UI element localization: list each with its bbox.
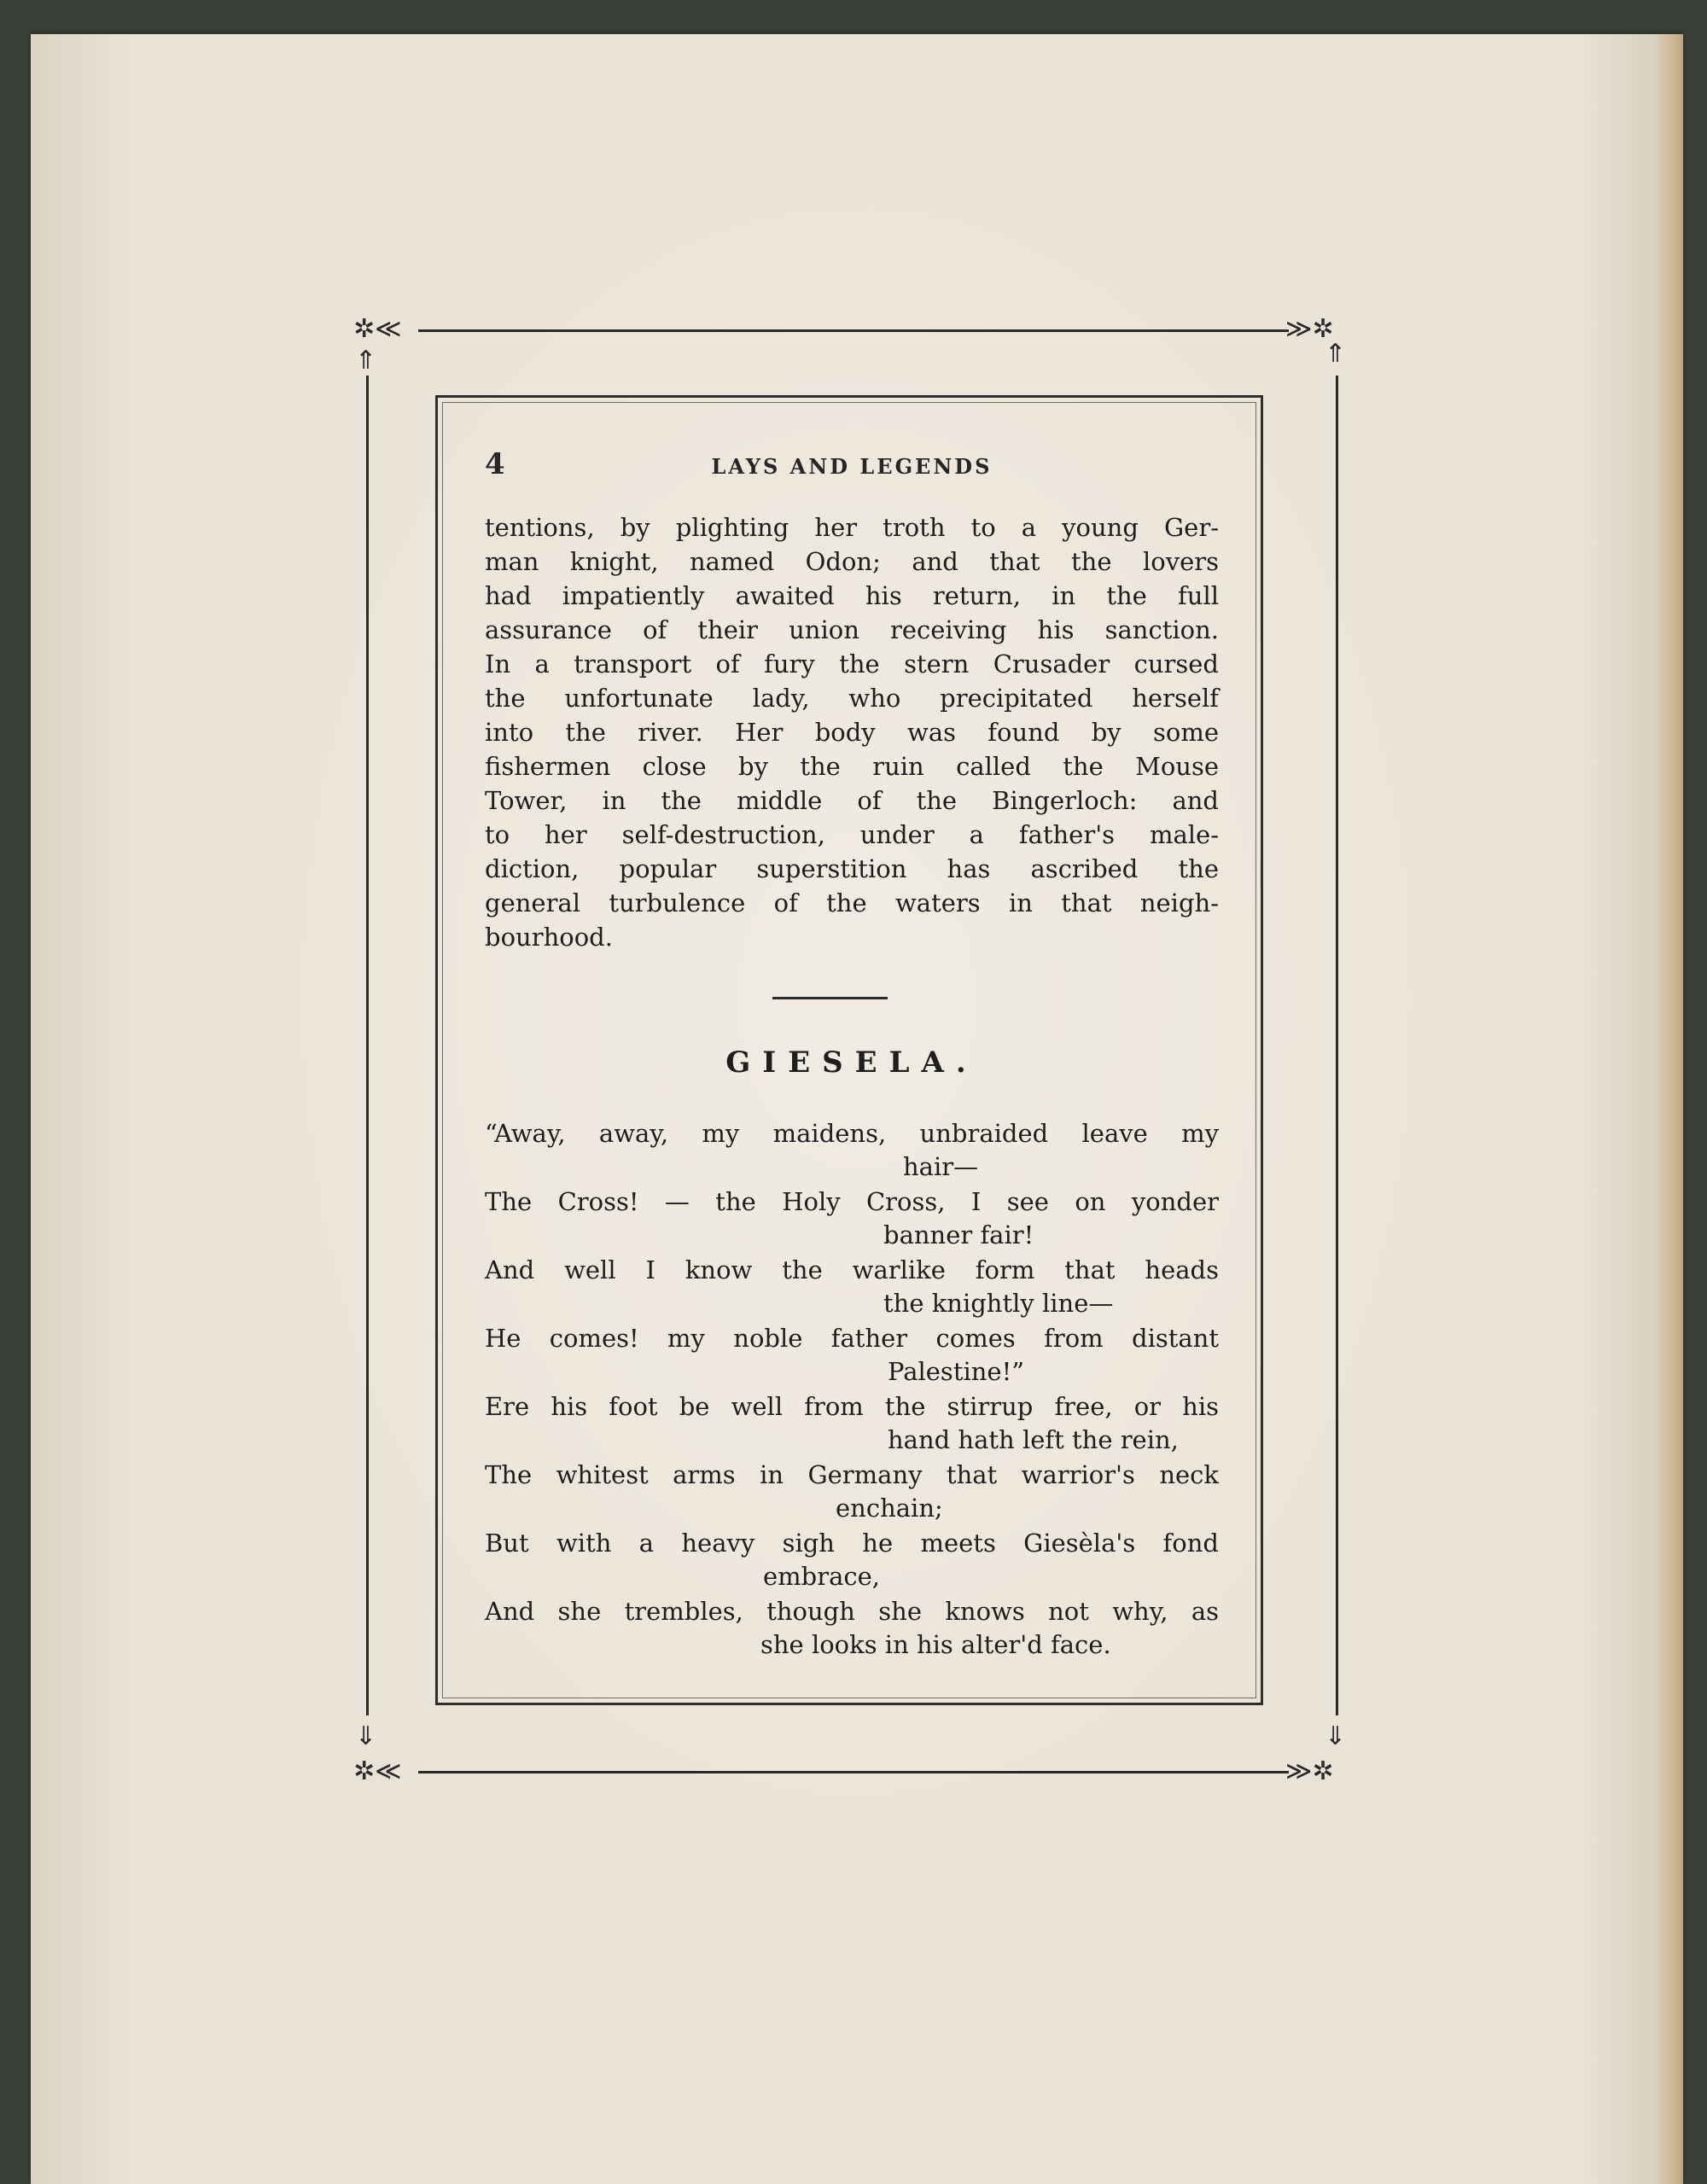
ornament-arrow-down-left-icon: ⇓ <box>355 1721 377 1751</box>
poem-line-first: But with a heavy sigh he meets Giesèla's fond <box>485 1529 1219 1558</box>
poem-line-turnover: enchain; <box>836 1494 943 1523</box>
poem-line <box>485 1253 1219 1321</box>
prose-line: In a transport of fury the stern Crusader cursed <box>485 649 1219 678</box>
poem-line-turnover: hand hath left the rein, <box>888 1425 1179 1454</box>
running-head <box>485 447 1219 485</box>
ornament-corner-bottom-left-icon: ✲≪ <box>353 1756 402 1786</box>
ornament-corner-bottom-right-icon: ≫✲ <box>1285 1756 1334 1786</box>
poem-line-turnover: she looks in his alter'd face. <box>760 1630 1111 1659</box>
poem-line-turnover: embrace, <box>763 1562 880 1591</box>
poem-line <box>485 1594 1219 1663</box>
prose-line: into the river. Her body was found by some <box>485 718 1219 747</box>
poem-line <box>485 1116 1219 1185</box>
poem <box>485 1116 1219 1663</box>
poem-line-turnover: Palestine!” <box>888 1357 1025 1386</box>
prose-paragraph <box>485 510 1219 954</box>
poem-line-first: And she trembles, though she knows not why, as <box>485 1597 1219 1626</box>
prose-line: had impatiently awaited his return, in the full <box>485 581 1219 610</box>
ornament-corner-top-right-icon: ≫✲ <box>1285 314 1334 344</box>
prose-line: bourhood. <box>485 923 613 952</box>
prose-line: diction, popular superstition has ascribed the <box>485 854 1219 883</box>
ornament-bottom-rule <box>418 1771 1289 1773</box>
prose-line: Tower, in the middle of the Bingerloch: and <box>485 786 1219 815</box>
poem-title: GIESELA. <box>725 1045 978 1080</box>
prose-line: to her self-destruction, under a father's male- <box>485 820 1219 849</box>
prose-line: man knight, named Odon; and that the lovers <box>485 547 1219 576</box>
poem-line <box>485 1458 1219 1526</box>
prose-line: general turbulence of the waters in that neigh- <box>485 888 1219 917</box>
ornament-top-rule <box>418 329 1289 332</box>
ornament-right-rule <box>1336 376 1338 1715</box>
poem-line-first: The whitest arms in Germany that warrior's neck <box>485 1460 1219 1489</box>
section-divider <box>772 997 888 999</box>
prose-line: assurance of their union receiving his sanction. <box>485 615 1219 644</box>
page-edge <box>1657 34 1683 2184</box>
ornament-arrow-up-right-icon: ⇑ <box>1325 339 1347 369</box>
prose-line: tentions, by plighting her troth to a young Ger- <box>485 513 1219 542</box>
poem-line <box>485 1321 1219 1389</box>
poem-line-turnover: banner fair! <box>883 1220 1034 1249</box>
poem-line <box>485 1526 1219 1594</box>
poem-line-turnover: hair— <box>903 1152 979 1181</box>
prose-line: the unfortunate lady, who precipitated herself <box>485 684 1219 713</box>
poem-line <box>485 1185 1219 1253</box>
poem-line-turnover: the knightly line— <box>883 1289 1114 1318</box>
running-title: LAYS AND LEGENDS <box>711 454 993 479</box>
prose-line: fishermen close by the ruin called the Mouse <box>485 752 1219 781</box>
poem-line-first: And well I know the warlike form that heads <box>485 1255 1219 1284</box>
poem-line <box>485 1389 1219 1458</box>
poem-line-first: He comes! my noble father comes from distant <box>485 1324 1219 1353</box>
poem-line-first: Ere his foot be well from the stirrup free, or his <box>485 1392 1219 1421</box>
ornament-arrow-down-right-icon: ⇓ <box>1325 1721 1347 1751</box>
ornament-corner-top-left-icon: ✲≪ <box>353 314 402 344</box>
poem-line-first: “Away, away, my maidens, unbraided leave my <box>485 1119 1219 1148</box>
poem-line-first: The Cross! — the Holy Cross, I see on yonder <box>485 1187 1219 1216</box>
page-number: 4 <box>485 447 505 481</box>
ornament-left-rule <box>366 376 369 1715</box>
ornament-arrow-up-left-icon: ⇑ <box>355 346 377 376</box>
